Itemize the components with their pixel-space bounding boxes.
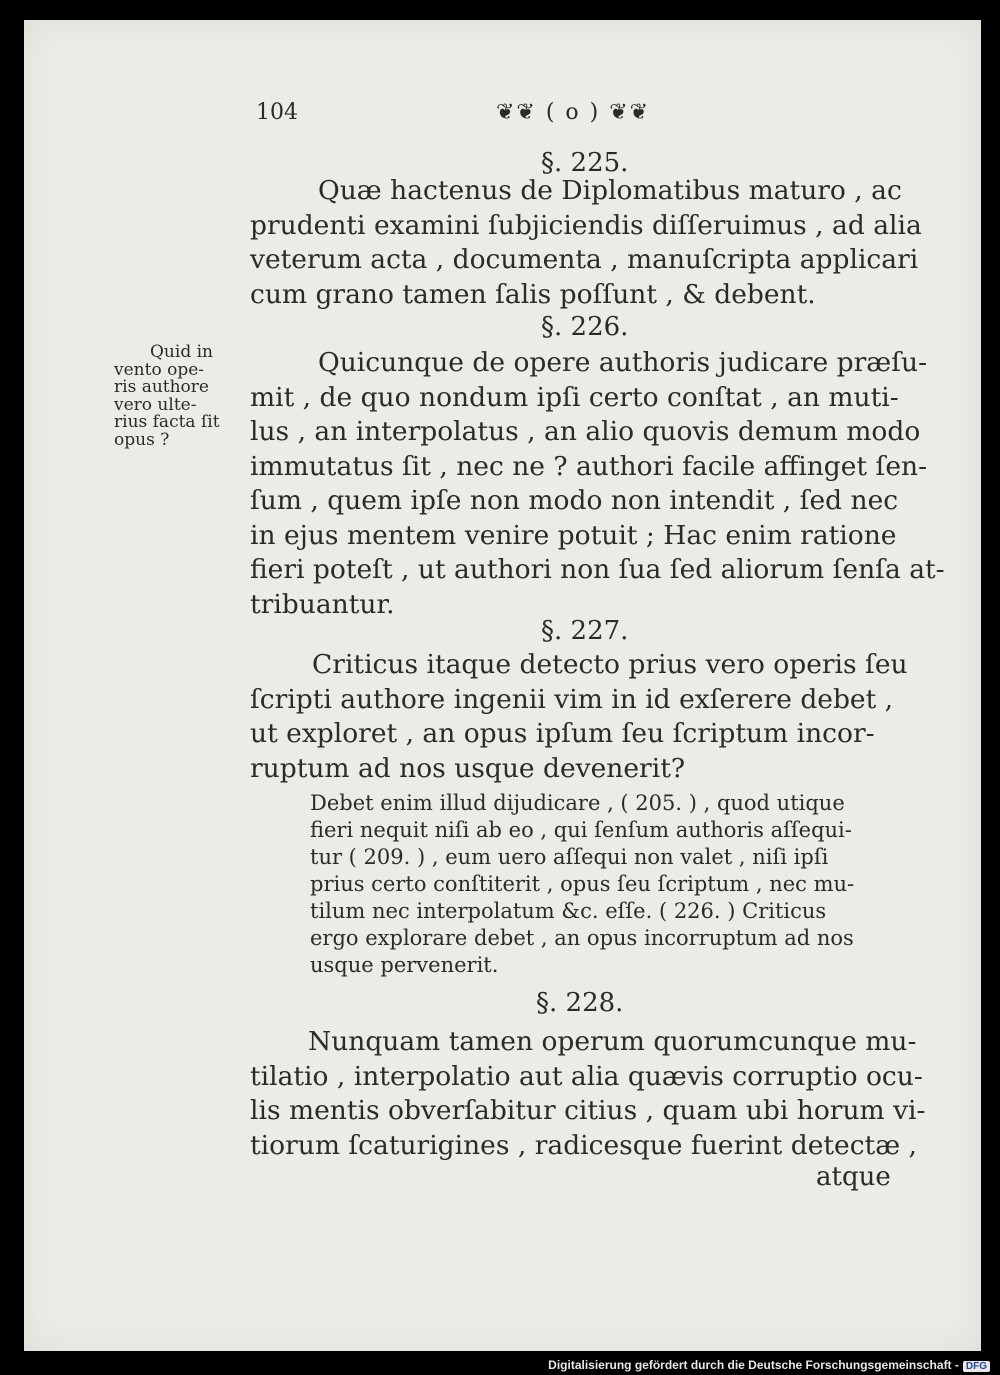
section-heading-227: §. 227. (541, 616, 629, 646)
page-number: 104 (256, 100, 298, 125)
text-line: tribuantur. (250, 588, 395, 620)
note-line: tilum nec interpolatum &c. eſſe. ( 226. ) Criticus (310, 899, 827, 923)
text-line: immutatus ſit , nec ne ? authori facile affinget ſen- (250, 450, 928, 482)
margin-line: vero ulte- (114, 394, 197, 415)
note-line: usque pervenerit. (310, 953, 499, 977)
text-line: ut exploret , an opus ipſum ſeu ſcriptum incor- (250, 718, 875, 749)
note-line: ergo explorare debet , an opus incorruptum ad nos (310, 926, 854, 950)
section-note-227 (310, 790, 854, 979)
book-page (24, 20, 981, 1351)
margin-line: rius facta ſit (114, 412, 220, 432)
text-line: mit , de quo nondum ipſi certo conſtat , an muti- (250, 381, 899, 413)
section-text-227 (250, 648, 908, 786)
margin-line: ris authore (114, 377, 209, 397)
catchword: atque (816, 1162, 891, 1192)
margin-line: Quid in (150, 342, 213, 362)
text-line: tiorum ſcaturigines , radicesque fuerint detectæ , (250, 1129, 917, 1161)
text-line: lus , an interpolatus , an alio quovis demum modo (250, 416, 921, 447)
section-heading-228: §. 228. (536, 988, 624, 1018)
note-line: prius certo conſtiterit , opus ſeu ſcriptum , nec mu- (310, 872, 855, 896)
section-text-225 (250, 174, 922, 312)
text-line: ruptum ad nos usque devenerit? (250, 752, 686, 784)
text-line: Criticus itaque detecto prius vero operis ſeu (312, 649, 908, 680)
note-line: fieri nequit niſi ab eo , qui ſenſum authoris aſſequi- (310, 818, 852, 842)
section-text-228 (250, 1025, 926, 1163)
section-heading-226: §. 226. (541, 312, 629, 342)
text-line: Quæ hactenus de Diplomatibus maturo , ac (318, 175, 902, 206)
note-line: tur ( 209. ) , eum uero aſſequi non valet , niſi ipſi (310, 845, 829, 869)
text-line: fieri poteſt , ut authori non ſua ſed aliorum ſenſa at- (250, 554, 945, 585)
text-line: prudenti examini ſubjiciendis diſſeruimus , ad alia (250, 209, 922, 241)
text-line: in ejus mentem venire potuit ; Hac enim ratione (250, 519, 897, 551)
text-line: ſum , quem ipſe non modo non intendit , ſed nec (250, 485, 899, 516)
section-heading-225: §. 225. (541, 148, 629, 178)
header-ornament: ❦❦ ( o ) ❦❦ (496, 100, 651, 125)
text-line: tilatio , interpolatio aut alia quævis corruptio ocu- (250, 1060, 923, 1092)
margin-line: vento ope- (114, 359, 205, 380)
text-line: ſcripti authore ingenii vim in id exſerere debet , (250, 683, 894, 715)
text-line: Nunquam tamen operum quorumcunque mu- (308, 1026, 917, 1057)
credit-text: Digitalisierung gefördert durch die Deutsche Forschungsgemeinschaft - (548, 1358, 959, 1372)
dfg-logo: DFG (963, 1361, 990, 1372)
marginal-note (114, 344, 220, 449)
text-line: cum grano tamen ſalis poſſunt , & debent. (250, 278, 816, 310)
text-line: veterum acta , documenta , manuſcripta applicari (250, 244, 919, 275)
text-line: Quicunque de opere authoris judicare præſu- (318, 347, 928, 378)
digitization-credit (0, 1358, 990, 1372)
text-line: lis mentis obverſabitur citius , quam ubi horum vi- (250, 1095, 926, 1126)
note-line: Debet enim illud dijudicare , ( 205. ) , quod utique (310, 791, 845, 815)
margin-line: opus ? (114, 429, 170, 450)
section-text-226 (250, 346, 945, 622)
